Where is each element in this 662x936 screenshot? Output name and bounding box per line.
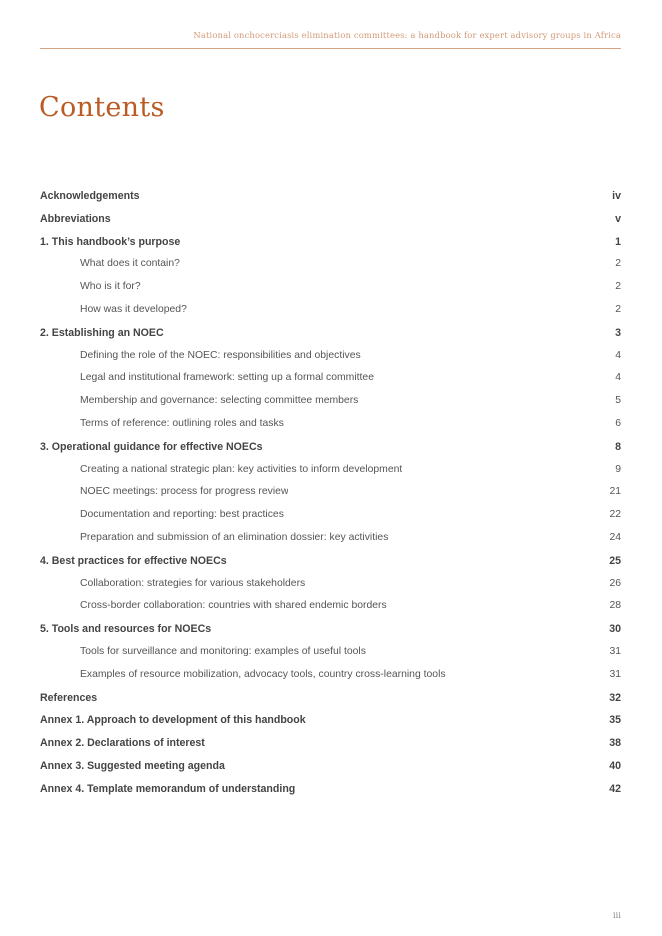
- toc-entry-page: 30: [609, 623, 621, 636]
- toc-entry-page: 31: [609, 645, 621, 657]
- toc-subsection-entry: [40, 367, 621, 390]
- toc-entry-page: 1: [615, 235, 621, 248]
- toc-entry-label: Terms of reference: outlining roles and tasks: [80, 417, 284, 429]
- header-rule: [40, 48, 621, 49]
- toc-entry-page: 5: [615, 395, 621, 407]
- toc-entry-page: 4: [615, 372, 621, 384]
- toc-entry-page: 31: [609, 668, 621, 680]
- toc-entry-label: Legal and institutional framework: setting up a formal committee: [80, 372, 374, 384]
- toc-subsection-entry: [40, 641, 621, 664]
- toc-entry-page: 22: [609, 509, 621, 521]
- toc-entry-page: 21: [609, 486, 621, 498]
- toc-section-entry: [40, 709, 621, 732]
- toc-section-entry: [40, 618, 621, 641]
- toc-section-entry: [40, 322, 621, 345]
- toc-subsection-entry: [40, 276, 621, 299]
- toc-section-entry: [40, 436, 621, 459]
- toc-subsection-entry: [40, 481, 621, 504]
- toc-subsection-entry: [40, 664, 621, 687]
- toc-entry-label: Collaboration: strategies for various stakeholders: [80, 577, 306, 589]
- running-header: National onchocerciasis elimination committees: a handbook for expert advisory groups in Africa: [193, 30, 621, 40]
- toc-section-entry: [40, 208, 621, 231]
- toc-entry-label: Annex 3. Suggested meeting agenda: [40, 759, 225, 772]
- toc-section-entry: [40, 231, 621, 254]
- toc-entry-label: How was it developed?: [80, 303, 187, 315]
- toc-subsection-entry: [40, 390, 621, 413]
- toc-subsection-entry: [40, 595, 621, 618]
- toc-entry-page: 6: [615, 417, 621, 429]
- toc-entry-page: 4: [615, 349, 621, 361]
- toc-entry-page: v: [615, 212, 621, 225]
- toc-entry-label: Annex 1. Approach to development of this handbook: [40, 714, 306, 727]
- page-title: Contents: [39, 92, 165, 123]
- toc-entry-page: 35: [609, 714, 621, 727]
- toc-entry-label: Examples of resource mobilization, advocacy tools, country cross-learning tools: [80, 668, 446, 680]
- toc-entry-page: 32: [609, 691, 621, 704]
- toc-subsection-entry: [40, 413, 621, 436]
- toc-subsection-entry: [40, 573, 621, 596]
- toc-entry-page: 38: [609, 737, 621, 750]
- toc-entry-label: Preparation and submission of an elimination dossier: key activities: [80, 531, 389, 543]
- toc-entry-page: 28: [609, 600, 621, 612]
- toc-section-entry: [40, 185, 621, 208]
- toc-entry-label: References: [40, 691, 98, 704]
- toc-entry-label: 5. Tools and resources for NOECs: [40, 623, 212, 636]
- toc-entry-page: 9: [615, 463, 621, 475]
- table-of-contents: [40, 185, 621, 801]
- toc-subsection-entry: [40, 504, 621, 527]
- toc-entry-label: Documentation and reporting: best practices: [80, 509, 284, 521]
- toc-entry-label: 2. Establishing an NOEC: [40, 326, 164, 339]
- toc-entry-label: Abbreviations: [40, 212, 111, 225]
- toc-entry-label: Defining the role of the NOEC: responsibilities and objectives: [80, 349, 361, 361]
- toc-section-entry: [40, 732, 621, 755]
- page-number: iii: [612, 911, 621, 921]
- toc-section-entry: [40, 687, 621, 710]
- toc-subsection-entry: [40, 299, 621, 322]
- toc-entry-label: Cross-border collaboration: countries with shared endemic borders: [80, 600, 387, 612]
- toc-entry-page: 3: [615, 326, 621, 339]
- toc-entry-page: 2: [615, 281, 621, 293]
- toc-subsection-entry: [40, 527, 621, 550]
- toc-entry-label: Tools for surveillance and monitoring: examples of useful tools: [80, 645, 366, 657]
- toc-entry-label: What does it contain?: [80, 258, 180, 270]
- toc-entry-label: 4. Best practices for effective NOECs: [40, 554, 227, 567]
- toc-entry-page: 8: [615, 440, 621, 453]
- toc-entry-page: 40: [609, 759, 621, 772]
- toc-entry-page: 24: [609, 531, 621, 543]
- toc-subsection-entry: [40, 459, 621, 482]
- toc-subsection-entry: [40, 345, 621, 368]
- toc-entry-label: Acknowledgements: [40, 190, 140, 202]
- toc-entry-page: 2: [615, 303, 621, 315]
- toc-entry-label: Membership and governance: selecting committee members: [80, 395, 359, 407]
- toc-entry-label: 1. This handbook’s purpose: [40, 235, 181, 248]
- toc-entry-label: Annex 4. Template memorandum of understanding: [40, 782, 296, 795]
- toc-entry-label: NOEC meetings: process for progress review: [80, 486, 289, 498]
- toc-entry-label: Annex 2. Declarations of interest: [40, 737, 205, 750]
- toc-subsection-entry: [40, 253, 621, 276]
- toc-entry-label: 3. Operational guidance for effective NOECs: [40, 440, 263, 453]
- toc-entry-label: Creating a national strategic plan: key activities to inform development: [80, 463, 403, 475]
- toc-entry-page: 2: [615, 258, 621, 270]
- toc-entry-label: Who is it for?: [80, 281, 141, 293]
- toc-entry-page: 25: [609, 554, 621, 567]
- toc-entry-page: iv: [612, 190, 621, 202]
- toc-entry-page: 26: [609, 577, 621, 589]
- toc-section-entry: [40, 550, 621, 573]
- toc-entry-page: 42: [609, 782, 621, 795]
- toc-section-entry: [40, 755, 621, 778]
- toc-section-entry: [40, 778, 621, 801]
